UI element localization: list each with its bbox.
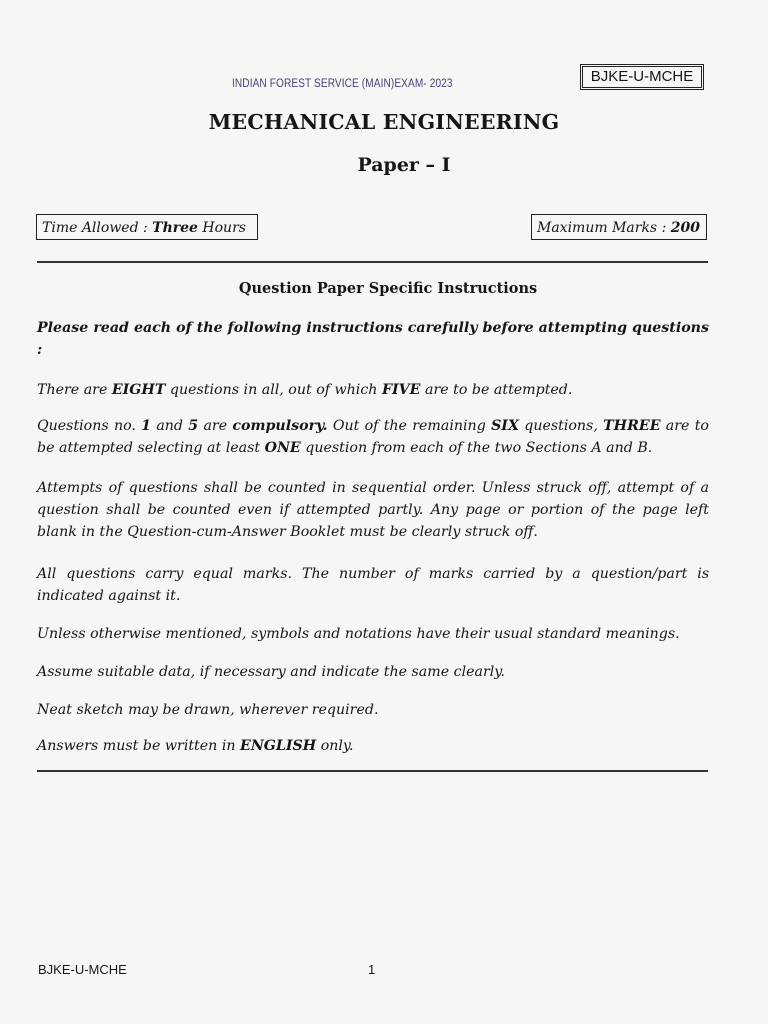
instruction-item: Neat sketch may be drawn, wherever required. <box>37 702 379 718</box>
time-label: Time Allowed : <box>42 220 153 236</box>
exam-name: INDIAN FOREST SERVICE (MAIN)EXAM- 2023 <box>232 78 453 90</box>
instruction-item: Answers must be written in ENGLISH only. <box>37 738 354 754</box>
paper-code-box: BJKE-U-MCHE <box>580 64 704 90</box>
time-suffix: Hours <box>197 220 246 236</box>
instruction-item: Assume suitable data, if necessary and indicate the same clearly. <box>37 664 505 680</box>
instruction-item: Unless otherwise mentioned, symbols and notations have their usual standard meanings. <box>37 626 680 642</box>
page-number: 1 <box>368 962 376 977</box>
instruction-item: There are EIGHT questions in all, out of which FIVE are to be attempted. <box>37 382 573 398</box>
paper-number: Paper – I <box>357 154 451 176</box>
instructions-intro: Please read each of the following instructions carefully before attempting questions : <box>37 320 709 358</box>
maximum-marks-box <box>531 214 707 240</box>
instruction-item: All questions carry equal marks. The number of marks carried by a question/part is indicated against it. <box>37 566 710 604</box>
time-value: Three <box>152 220 198 236</box>
bottom-divider <box>37 770 708 772</box>
marks-value: 200 <box>670 220 700 236</box>
instruction-item: Questions no. 1 and 5 are compulsory. Out of the remaining SIX questions, THREE are to be attempted selecting at least ONE question from each of the two Sections A and B. <box>37 418 709 456</box>
instructions-heading: Question Paper Specific Instructions <box>238 280 538 297</box>
time-allowed-box <box>36 214 258 240</box>
subject-title: MECHANICAL ENGINEERING <box>208 110 560 134</box>
top-divider <box>37 261 708 263</box>
instruction-item: Attempts of questions shall be counted in sequential order. Unless struck off, attempt of a question shall be counted even if attempted partly. Any page or portion of the page left blank in the Question-cum-Answer Booklet must be clearly struck off. <box>37 480 710 540</box>
marks-label: Maximum Marks : <box>537 220 671 236</box>
footer-paper-code: BJKE-U-MCHE <box>38 962 127 977</box>
